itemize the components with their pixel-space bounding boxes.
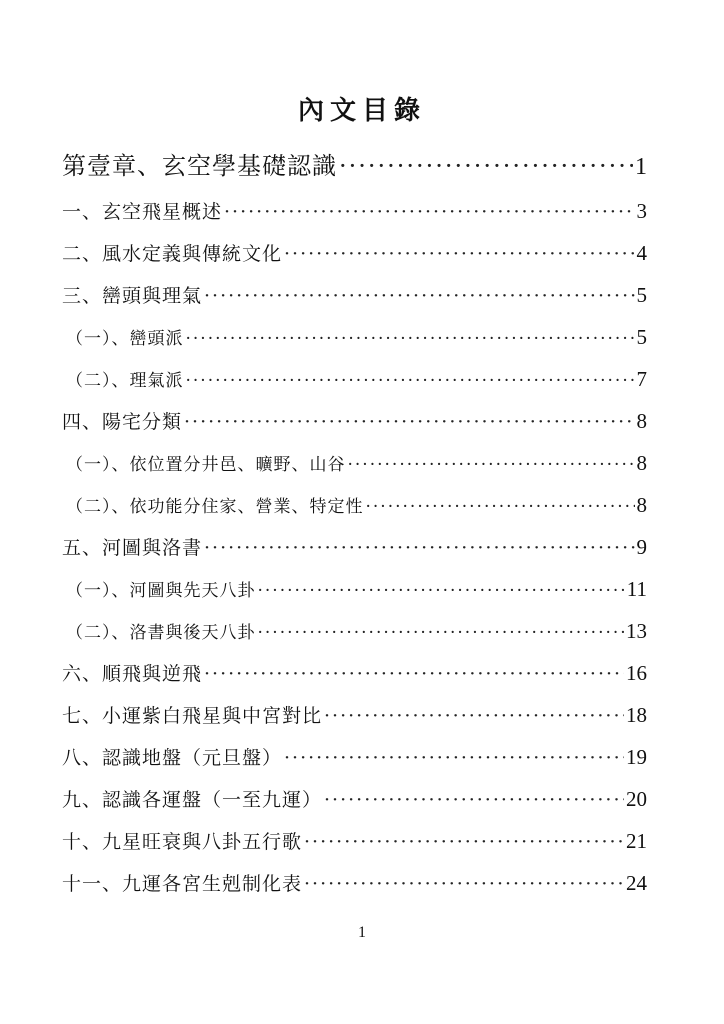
toc-entry	[62, 736, 647, 778]
toc-entry	[62, 526, 647, 568]
toc-entry	[62, 778, 647, 820]
dot-leader	[284, 737, 624, 778]
toc-entry-label: （一）、巒頭派	[66, 329, 184, 349]
toc-entry-page-number: 20	[626, 787, 647, 811]
dot-leader	[258, 570, 625, 610]
toc-entry	[62, 484, 647, 526]
toc-entry-label: 七、小運紫白飛星與中宮對比	[62, 705, 323, 727]
page-number: 1	[358, 924, 366, 941]
toc-entry	[62, 190, 647, 232]
dot-leader	[224, 191, 634, 232]
toc-entry-label: 六、順飛與逆飛	[62, 663, 203, 685]
toc-entry	[62, 820, 647, 862]
toc-entry	[62, 142, 647, 190]
toc-entry-label: 八、認識地盤（元旦盤）	[62, 747, 283, 769]
toc-entry-label: 十一、九運各宮生剋制化表	[62, 873, 303, 895]
toc-entry-page-number: 11	[626, 577, 647, 601]
toc-entry-label: 四、陽宅分類	[62, 411, 183, 433]
toc-entry-page-number: 13	[626, 619, 647, 643]
toc-entry-label: （二）、依功能分住家、營業、特定性	[66, 497, 364, 517]
toc-entry-page-number: 3	[636, 199, 647, 223]
toc-entry-page-number: 21	[626, 829, 647, 853]
dot-leader	[258, 612, 625, 652]
toc-entry-label: 五、河圖與洛書	[62, 537, 203, 559]
toc-entry	[62, 568, 647, 610]
dot-leader	[184, 401, 634, 442]
toc-entry-label: 九、認識各運盤（一至九運）	[62, 789, 323, 811]
dot-leader	[304, 821, 624, 862]
toc-entry	[62, 862, 647, 904]
toc-entry-label: 三、巒頭與理氣	[62, 285, 203, 307]
toc-entry-page-number: 4	[636, 241, 647, 265]
table-of-contents	[62, 142, 647, 904]
toc-entry-label: （二）、洛書與後天八卦	[66, 623, 256, 643]
toc-entry	[62, 694, 647, 736]
dot-leader	[284, 233, 634, 274]
toc-entry-page-number: 1	[635, 154, 647, 180]
toc-entry-page-number: 9	[636, 535, 647, 559]
dot-leader	[204, 527, 634, 568]
dot-leader	[324, 695, 624, 736]
toc-entry-page-number: 8	[636, 451, 647, 475]
dot-leader	[204, 275, 634, 316]
toc-entry-page-number: 18	[626, 703, 647, 727]
dot-leader	[186, 318, 635, 358]
toc-entry	[62, 400, 647, 442]
dot-leader	[348, 444, 635, 484]
dot-leader	[366, 486, 635, 526]
toc-entry-label: （二）、理氣派	[66, 371, 184, 391]
toc-entry-page-number: 16	[626, 661, 647, 685]
toc-entry-page-number: 5	[636, 283, 647, 307]
toc-entry-page-number: 8	[636, 493, 647, 517]
dot-leader	[324, 779, 624, 820]
toc-entry	[62, 316, 647, 358]
toc-entry-label: （一）、河圖與先天八卦	[66, 581, 256, 601]
toc-entry-page-number: 19	[626, 745, 647, 769]
dot-leader	[304, 863, 624, 904]
toc-entry-page-number: 7	[636, 367, 647, 391]
toc-entry	[62, 232, 647, 274]
toc-entry-page-number: 8	[636, 409, 647, 433]
page-title: 內文目錄	[297, 96, 426, 126]
toc-entry-page-number: 5	[636, 325, 647, 349]
toc-entry	[62, 652, 647, 694]
toc-entry-label: 十、九星旺衰與八卦五行歌	[62, 831, 303, 853]
toc-entry-label: 一、玄空飛星概述	[62, 201, 223, 223]
toc-entry-label: 第壹章、玄空學基礎認識	[62, 152, 337, 180]
dot-leader	[204, 653, 624, 694]
toc-entry-label: 二、風水定義與傳統文化	[62, 243, 283, 265]
toc-entry	[62, 358, 647, 400]
toc-entry-label: （一）、依位置分井邑、曠野、山谷	[66, 455, 346, 475]
dot-leader	[339, 142, 633, 190]
toc-entry	[62, 274, 647, 316]
toc-entry	[62, 442, 647, 484]
toc-entry	[62, 610, 647, 652]
toc-entry-page-number: 24	[626, 871, 647, 895]
dot-leader	[186, 360, 635, 400]
